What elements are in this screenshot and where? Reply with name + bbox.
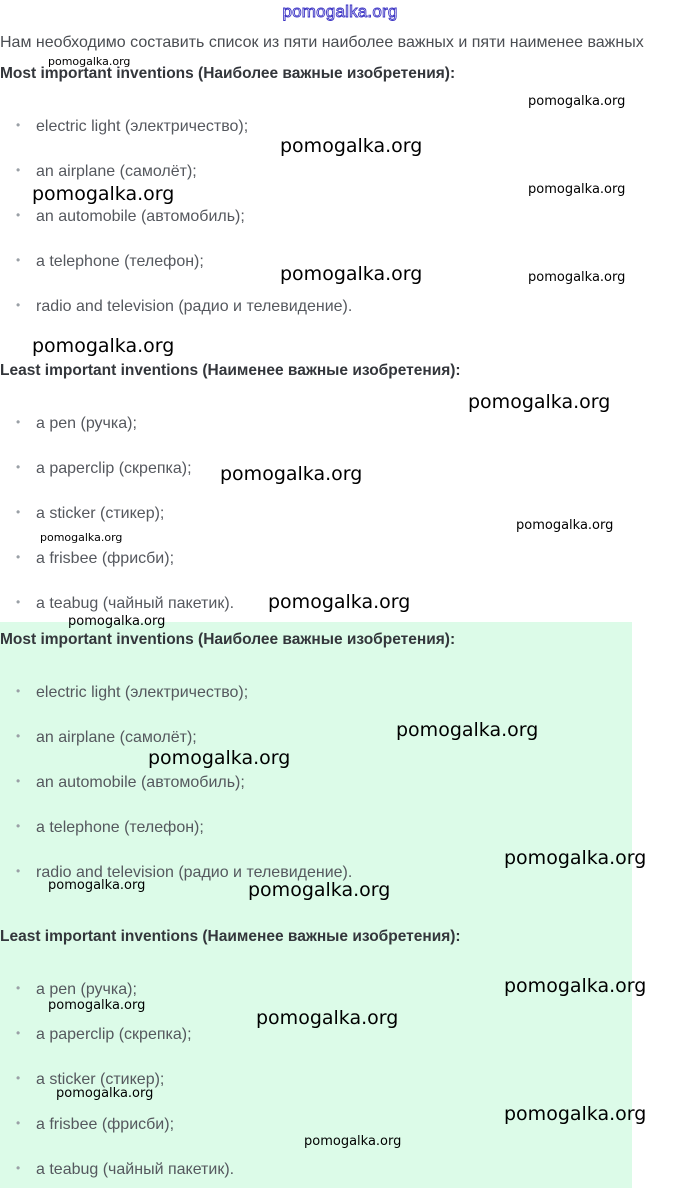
bullet-icon: •	[16, 819, 21, 833]
bullet-icon: •	[16, 505, 21, 519]
watermark: pomogalka.org	[396, 719, 539, 741]
list-item	[16, 684, 248, 702]
list-item	[16, 1161, 234, 1179]
bullet-icon: •	[16, 1161, 21, 1175]
watermark: pomogalka.org	[504, 847, 647, 869]
list-item-text: a pen (ручка);	[36, 981, 137, 998]
watermark: pomogalka.org	[40, 531, 123, 544]
most-important-heading: Most important inventions (Наиболее важные изобретения):	[0, 631, 456, 648]
list-item-text: a paperclip (скрепка);	[36, 460, 192, 477]
list-item-text: a sticker (стикер);	[36, 1071, 165, 1088]
bullet-icon: •	[16, 163, 21, 177]
watermark: pomogalka.org	[32, 183, 175, 205]
watermark: pomogalka.org	[504, 1103, 647, 1125]
watermark: pomogalka.org	[48, 878, 146, 893]
bullet-icon: •	[16, 253, 21, 267]
bullet-icon: •	[16, 1071, 21, 1085]
list-item-text: an airplane (самолёт);	[36, 729, 197, 746]
most-important-heading: Most important inventions (Наиболее важные изобретения):	[0, 65, 456, 82]
list-item	[16, 163, 197, 181]
watermark: pomogalka.org	[280, 263, 423, 285]
list-item	[16, 1116, 174, 1134]
bullet-icon: •	[16, 981, 21, 995]
list-item	[16, 1026, 192, 1044]
least-important-heading: Least important inventions (Наименее важные изобретения):	[0, 362, 461, 379]
bullet-icon: •	[16, 774, 21, 788]
list-item	[16, 298, 352, 316]
list-item	[16, 460, 192, 478]
bullet-icon: •	[16, 864, 21, 878]
list-item	[16, 774, 245, 792]
watermark: pomogalka.org	[32, 335, 175, 357]
watermark: pomogalka.org	[256, 1007, 399, 1029]
list-item	[16, 415, 137, 433]
bullet-icon: •	[16, 595, 21, 609]
intro-text: Нам необходимо составить список из пяти наиболее важных и пяти наименее важных	[0, 34, 644, 51]
bullet-icon: •	[16, 550, 21, 564]
list-item-text: a teabug (чайный пакетик).	[36, 1161, 235, 1178]
list-item-text: a frisbee (фрисби);	[36, 550, 175, 567]
watermark: pomogalka.org	[504, 975, 647, 997]
watermark: pomogalka.org	[304, 1134, 402, 1149]
list-item-text: an automobile (автомобиль);	[36, 208, 245, 225]
list-item-text: radio and television (радио и телевидение).	[36, 864, 353, 881]
list-item-text: radio and television (радио и телевидение).	[36, 298, 353, 315]
bullet-icon: •	[16, 1116, 21, 1130]
bullet-icon: •	[16, 118, 21, 132]
bullet-icon: •	[16, 684, 21, 698]
list-item-text: a teabug (чайный пакетик).	[36, 595, 235, 612]
list-item-text: a pen (ручка);	[36, 415, 137, 432]
list-item-text: a telephone (телефон);	[36, 253, 204, 270]
list-item	[16, 505, 164, 523]
list-item-text: a frisbee (фрисби);	[36, 1116, 175, 1133]
watermark: pomogalka.org	[48, 998, 146, 1013]
bullet-icon: •	[16, 1026, 21, 1040]
list-item-text: a sticker (стикер);	[36, 505, 165, 522]
bullet-icon: •	[16, 415, 21, 429]
list-item	[16, 118, 248, 136]
list-item	[16, 550, 174, 568]
watermark: pomogalka.org	[516, 518, 614, 533]
bullet-icon: •	[16, 208, 21, 222]
least-important-heading: Least important inventions (Наименее важные изобретения):	[0, 928, 461, 945]
list-item-text: a telephone (телефон);	[36, 819, 204, 836]
watermark: pomogalka.org	[220, 463, 363, 485]
list-item	[16, 981, 137, 999]
watermark: pomogalka.org	[468, 391, 611, 413]
watermark: pomogalka.org	[528, 94, 626, 109]
bullet-icon: •	[16, 729, 21, 743]
list-item-text: electric light (электричество);	[36, 118, 249, 135]
watermark: pomogalka.org	[268, 591, 411, 613]
watermark: pomogalka.org	[148, 747, 291, 769]
list-item	[16, 208, 245, 226]
watermark: pomogalka.org	[68, 614, 166, 629]
list-item	[16, 729, 197, 747]
bullet-icon: •	[16, 460, 21, 474]
site-title: pomogalka.org	[282, 2, 398, 21]
list-item-text: an automobile (автомобиль);	[36, 774, 245, 791]
list-item	[16, 819, 204, 837]
watermark: pomogalka.org	[528, 270, 626, 285]
watermark: pomogalka.org	[280, 135, 423, 157]
bullet-icon: •	[16, 298, 21, 312]
watermark: pomogalka.org	[56, 1086, 154, 1101]
list-item	[16, 595, 234, 613]
list-item-text: an airplane (самолёт);	[36, 163, 197, 180]
watermark: pomogalka.org	[528, 182, 626, 197]
watermark: pomogalka.org	[48, 55, 131, 68]
watermark: pomogalka.org	[248, 879, 391, 901]
list-item-text: a paperclip (скрепка);	[36, 1026, 192, 1043]
list-item	[16, 253, 204, 271]
list-item-text: electric light (электричество);	[36, 684, 249, 701]
